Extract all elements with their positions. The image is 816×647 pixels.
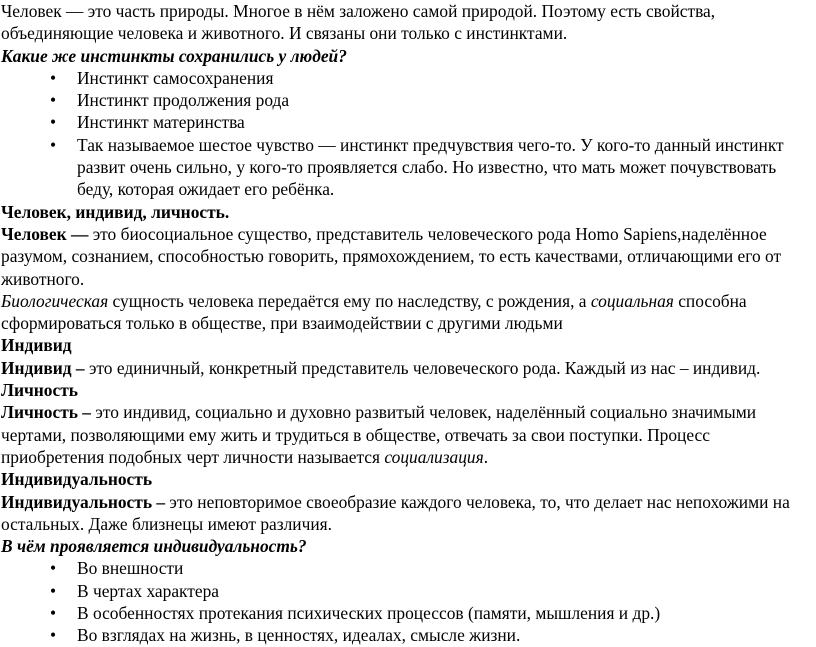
instincts-question: Какие же инстинкты сохранились у людей?	[1, 45, 347, 66]
bullet-icon: •	[49, 134, 57, 155]
lichnost-heading: Личность	[1, 380, 78, 401]
bullet-icon: •	[49, 90, 57, 111]
individ-definition: Индивид – это единичный, конкретный представитель человеческого рода. Каждый из нас – индивид.	[1, 357, 761, 378]
intro-paragraph: Человек — это часть природы. Многое в нём заложено самой природой. Поэтому есть свойства, объединяющие человека и животного. И связаны они только с инстинктами.	[1, 1, 716, 44]
list-item: • Инстинкт продолжения рода	[1, 89, 812, 111]
bullet-icon: •	[49, 112, 57, 133]
lichnost-definition: Личность – это индивид, социально и духовно развитый человек, наделённый социально значимыми чертами, позволяющими ему жить и трудиться в обществе, отвечать за свои поступки. Процесс приобретения подобных черт личности называется социализация.	[1, 402, 757, 467]
lichnost-term: Личность –	[1, 402, 92, 423]
bullet-icon: •	[49, 558, 57, 579]
list-item: • В чертах характера	[1, 580, 812, 602]
list-item: • Во внешности	[1, 557, 812, 579]
manifest-question: В чём проявляется индивидуальность?	[1, 536, 307, 557]
bio-social-paragraph: Биологическая сущность человека передаётся ему по наследству, с рождения, а социальная способна сформироваться только в обществе, при взаимодействии с другими людьми	[1, 290, 747, 334]
individ-term: Индивид –	[1, 357, 85, 378]
social-word: социальная	[590, 290, 674, 311]
instincts-list	[1, 67, 812, 201]
individ-heading: Индивид	[1, 335, 72, 356]
list-item: • В особенностях протекания психических процессов (памяти, мышления и др.)	[1, 602, 812, 624]
individualnost-definition: Индивидуальность – это неповторимое своеобразие каждого человека, то, что делает нас непохожими на остальных. Даже близнецы имеют различия.	[1, 491, 790, 534]
person-term: Человек —	[1, 223, 89, 244]
bio-word: Биологическая	[1, 290, 109, 311]
bullet-icon: •	[49, 603, 57, 624]
person-heading: Человек, индивид, личность.	[1, 201, 230, 222]
person-definition: Человек — это биосоциальное существо, представитель человеческого рода Homo Sapiens,наделённое разумом, сознанием, способностью говорить, прямохождением, то есть качествами, отличающими его от животного.	[1, 223, 782, 289]
individualnost-heading: Индивидуальность	[1, 469, 153, 490]
list-item: • Во взглядах на жизнь, в ценностях, идеалах, смысле жизни.	[1, 624, 812, 646]
bullet-icon: •	[49, 580, 57, 601]
socialization-term: социализация	[384, 446, 484, 467]
bullet-icon: •	[49, 67, 57, 88]
list-item: • Инстинкт материнства	[1, 111, 812, 133]
manifest-list	[1, 557, 812, 646]
individualnost-term: Индивидуальность –	[1, 491, 166, 512]
list-item: • Инстинкт самосохранения	[1, 67, 812, 89]
bullet-icon: •	[49, 625, 57, 646]
list-item: • Так называемое шестое чувство — инстинкт предчувствия чего-то. У кого-то данный инстинкт развит очень сильно, у кого-то проявляется слабо. Но известно, что мать может почувствовать беду, которая ожидает его ребёнка.	[1, 134, 812, 201]
